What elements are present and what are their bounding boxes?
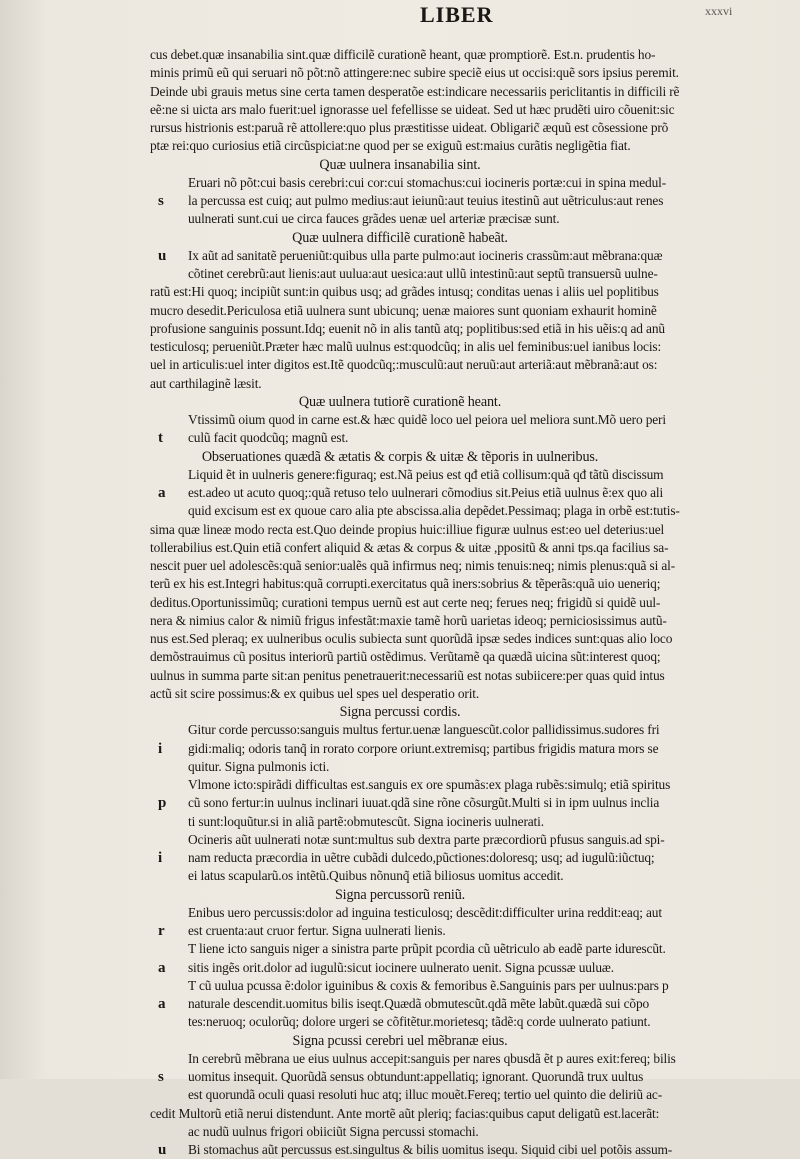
text-line [0,429,800,447]
text-line [0,1050,800,1068]
line-text: T cũ uulua pcussa ẽ:dolor iguinibus & coxis & femoribus ẽ.Sanguinis pars per uulnus:pars p [188,977,669,993]
text-line [0,119,800,137]
text-line [0,977,800,995]
section-heading [0,393,800,411]
line-text: profusione sanguinis possunt.Idq; euenit nõ in alis tantũ atq; poplitibus:sed etiã in his uẽis:q ad anũ [150,320,665,336]
line-text: ptæ rei:quo curiosius etiã circũspiciat:ne quod per se exiguũ est:maius curãtis negligẽtia fiat. [150,138,631,154]
line-text: actũ sit scire possimus:& ex quibus uel spes uel desperatio orit. [150,685,480,701]
section-heading [0,703,800,721]
text-line [0,1105,800,1123]
line-text: Signa percussi cordis. [339,704,461,720]
line-text: cus debet.quæ insanabilia sint.quæ difficilẽ curationẽ heant, quæ promptiorẽ. Est.n. prudentis ho- [150,47,656,62]
line-text: demõstrauimus cũ positus interiorũ partiũ ostẽdimus. Verũtamẽ qa quædã uicina sũt:interest quoq; [150,649,661,665]
text-line [0,46,800,64]
line-text: Bi stomachus aũt percussus est.singultus & bilis uomitus isequ. Siquid cibi uel potõis assum- [188,1142,673,1157]
text-line [0,265,800,283]
text-line [0,721,800,739]
section-heading [0,229,800,247]
text-line [0,83,800,101]
text-line [0,794,800,812]
text-line [0,192,800,210]
text-line [0,776,800,794]
text-line [0,1141,800,1159]
line-text: sitis ingẽs orit.dolor ad iugulũ:sicut iocinere uulnerato uenit. Signa pcussæ uuluæ. [188,959,614,975]
line-text: deditus.Oportunissimũq; curationi tempus uernũ est aut certe neq; ferues neq; frigidũ si quidẽ uul- [150,594,661,610]
line-text: la percussa est cuiq; aut pulmo medius:aut ieiunũ:aut teuius itestinũ aut uẽtriculus:aut renes [188,193,664,208]
text-line [0,356,800,374]
text-line [0,904,800,922]
guide-letter: u [158,247,167,264]
line-text: ti sunt:loquũtur.si in aliã partẽ:obmutescũt. Signa iocineris uulnerati. [188,813,544,829]
line-text: Deinde ubi grauis metus sine certa tamen desperatõe est:indicare necessariis periclitantis in difficili rẽ [150,83,680,99]
text-line [0,575,800,593]
text-line [0,1013,800,1031]
text-line [0,64,800,82]
line-text: tollerabilius est.Quin etiã confert aliquid & ætas & corpus & uitæ ,ppositũ & anni tps.qa facilius sa- [150,539,669,555]
line-text: ac nudũ uulnus frigori obiiciũt Signa percussi stomachi. [188,1123,479,1139]
line-text: Vtissimũ oium quod in carne est.& hæc quidẽ loco uel peiora uel meliora sunt.Mõ uero peri [188,412,666,427]
text-line [0,831,800,849]
text-line [0,667,800,685]
section-heading [0,1032,800,1050]
guide-letter: s [158,1069,164,1085]
text-line [0,521,800,539]
line-text: aut carthilaginẽ læsit. [150,375,262,391]
guide-letter: i [158,850,163,866]
guide-letter: u [158,1142,167,1158]
text-line [0,320,800,338]
line-text: minis primũ eũ qui seruari nõ põt:nõ attingere:nec subire speciẽ eius ut occisi:quẽ sors ipsius peremit. [150,65,679,81]
guide-letter: t [158,430,163,447]
line-text: Quæ uulnera tutiorẽ curationẽ heant. [298,393,502,410]
text-line [0,740,800,758]
line-text: Obseruationes quædã & ætatis & corpis & uitæ & tẽporis in uulneribus. [201,448,599,465]
text-line [0,940,800,958]
line-text: ei latus scapularũ.os intẽtũ.Quibus nõnunq̃ etiã biliosus uomitus accedit. [188,868,564,884]
line-text: nescit puer uel adolescẽs:quã senior:ualẽs quã infirmus neq; nimis tenuis:neq; nimis plenus:quã si al- [150,558,676,573]
text-line [0,502,800,520]
running-head [0,2,800,34]
line-text: quitur. Signa pulmonis icti. [188,758,330,774]
line-text: Liquid ẽt in uulneris genere:figuraq; est.Nã peius est qđ etiã collisum:quã qđ tãtũ discissum [188,466,664,482]
guide-letter: s [158,193,164,209]
line-text: terũ ex his est.Integri habitus:quã corrupti.exercitatus quã iners:sobrius & tẽperãs:quã uio ueneriq; [150,576,661,592]
text-line [0,484,800,502]
text-line [0,813,800,831]
text-line [0,648,800,666]
line-text: est.adeo ut acuto quoq;:quã retuso telo uulnerari cõmodius sit.Peius etiã uulnus ẽ:ex quo ali [188,485,664,500]
text-line [0,1123,800,1141]
text-line [0,594,800,612]
text-line [0,758,800,776]
line-text: culũ facit quodcũq; magnũ est. [188,430,349,446]
line-text: ratũ est:Hi quoq; incipiũt sunt:in quibus usq; ad grãdes intusq; conditas uenas i aliis uel poplitibus [150,284,659,300]
leaf-number: xxxvi [705,4,733,18]
text-line [0,302,800,320]
guide-letter: a [158,959,166,976]
text-line [0,685,800,703]
text-line [0,466,800,484]
text-line [0,1068,800,1086]
text-line [0,995,800,1013]
text-line [0,338,800,356]
text-line [0,375,800,393]
section-heading [0,448,800,466]
line-text: est cruenta:aut cruor fertur. Signa uulnerati lienis. [188,923,446,938]
line-text: est quorundã oculi quasi resoluti huc atq; illuc mouẽt.Fereq; tertio uel quinto die deliriũ ac- [188,1087,663,1103]
line-text: In cerebrũ mẽbrana ue eius uulnus accepit:sanguis per nares qbusdã ẽt p aures exit:fereq; bilis [188,1050,676,1066]
line-text: Vlmone icto:spirãdi difficultas est.sanguis ex ore spumãs:ex plaga rubẽs:simulq; etiã spiritus [188,777,671,792]
guide-letter: a [158,996,166,1012]
line-text: nam reducta præcordia in uẽtre cubãdi dulcedo,pũctiones:doloresq; usq; ad iugulũ:iũctuq; [188,850,655,865]
guide-letter: i [158,740,163,757]
text-line [0,411,800,429]
line-text: cedit Multorũ etiã nerui distendunt. Ante mortẽ aũt pleriq; facias:quibus caput deligatũ est.lacerãt: [150,1105,660,1121]
text-line [0,101,800,119]
line-text: Signa percussorũ reniũ. [334,886,466,903]
text-line [0,210,800,228]
line-text: Ix aũt ad sanitatẽ perueniũt:quibus ulla parte pulmo:aut iocineris crassũm:aut mẽbrana:quæ [188,247,663,263]
section-heading [0,886,800,904]
text-line [0,557,800,575]
text-block [0,46,800,1159]
line-text: nera & nimius calor & nimiũ frigus infestãt:maxie tamẽ horũ uarietas ideoq; perniciosissimus autũ- [150,612,667,628]
line-text: testiculosq; perueniũt.Præter hæc malũ uulnus est:quodcũq; in alis uel feminibus:uel ianibus locis: [150,339,662,354]
line-text: rursus histrionis est:paruã rẽ attollere:quo plus præstitisse uideat. Obligaric̃ æquũ est cõsessione prõ [150,120,669,135]
guide-letter: a [158,485,166,501]
line-text: cõtinet cerebrũ:aut lienis:aut uulua:aut uesica:aut ullũ intestinũ:aut septũ transuersũ uulne- [188,266,658,281]
section-heading [0,156,800,174]
line-text: sima quæ lineæ modo recta est.Quo deinde propius huic:illiue figuræ uulnus est:eo uel deterius:uel [150,521,665,537]
line-text: Enibus uero percussis:dolor ad inguina testiculosq; descẽdit:difficulter urina reddit:eaq; aut [188,904,662,920]
line-text: uomitus insequit. Quorũdã sensus obtundunt:appellatiq; ignorant. Quorundã trux uultus [188,1069,644,1084]
text-line [0,959,800,977]
line-text: uel in articulis:uel inter digitos est.Itẽ quodcũq;:musculũ:aut neruũ:aut arteriã:aut mẽbranã:aut os: [150,357,658,373]
text-line [0,849,800,867]
line-text: gidi:maliq; odoris tanq̃ in rorato corpore oriunt.extremisq; partibus frigidis matura mors se [188,740,659,756]
line-text: Ocineris aũt uulnerati notæ sunt:multus sub dextra parte præcordiorũ pfusus sanguis.ad spi- [188,831,665,847]
line-text: quid excisum est ex quoue caro alia pte abscissa.alia depẽdet.Pessimaq; plaga in orbẽ est:tutis- [188,503,680,519]
line-text: Signa pcussi cerebri uel mẽbranæ eius. [292,1032,508,1049]
text-line [0,247,800,265]
text-line [0,630,800,648]
text-line [0,283,800,301]
line-text: Quæ uulnera insanabilia sint. [319,156,481,173]
text-line [0,867,800,885]
line-text: T liene icto sanguis niger a sinistra parte prũpit pcordia cũ uẽtriculo ab eadẽ parte idurescũt. [188,941,666,957]
text-line [0,612,800,630]
guide-letter: r [158,923,165,939]
line-text: mucro desedit.Periculosa etiã uulnera sunt ubicunq; uenæ maiores sunt quoniam exhaurit hominẽ [150,302,657,318]
line-text: Gitur corde percusso:sanguis multus fertur.uenæ languescũt.color pallidissimus.sudores fri [188,722,660,738]
page-title: LIBER [420,2,494,27]
text-line [0,539,800,557]
text-line [0,1086,800,1104]
line-text: Eruari nõ põt:cui basis cerebri:cui cor:cui stomachus:cui iocineris portæ:cui in spina medul- [188,174,667,190]
guide-letter: p [158,795,167,812]
line-text: cũ sono fertur:in uulnus inclinari iuuat.qdã sine rõne cõsurgũt.Multi si in ipm uulnus inclia [188,795,660,811]
line-text: Quæ uulnera difficilẽ curationẽ habeãt. [292,229,508,246]
text-line [0,922,800,940]
line-text: uulnerati sunt.cui ue circa fauces grãdes uenæ uel arteriæ præcisæ sunt. [188,211,560,227]
line-text: eẽ:ne si uicta ars malo fuerit:uel ignorasse uel fefellisse se uideat. Sed ut hæc prudẽti uiro cõuenit:sic [150,101,675,117]
line-text: nus est.Sed pleraq; ex uulneribus oculis subiecta sunt quorũdã ipsæ sedes indices sunt:quas alio loco [150,631,673,646]
line-text: uulnus in summa parte sit:an penitus penetrauerit:necessariũ est notas subiicere:per quas quid intus [150,667,665,683]
line-text: naturale descendit.uomitus bilis iseqt.Quædã obmutescũt.qdã mẽte labũt.quædã sui cõpo [188,996,650,1011]
line-text: tes:neruoq; oculorũq; dolore urgeri se cõfitẽtur.morietesq; tãdẽ:q corde uulnerato patiunt. [188,1014,651,1030]
text-line [0,137,800,155]
text-line [0,174,800,192]
